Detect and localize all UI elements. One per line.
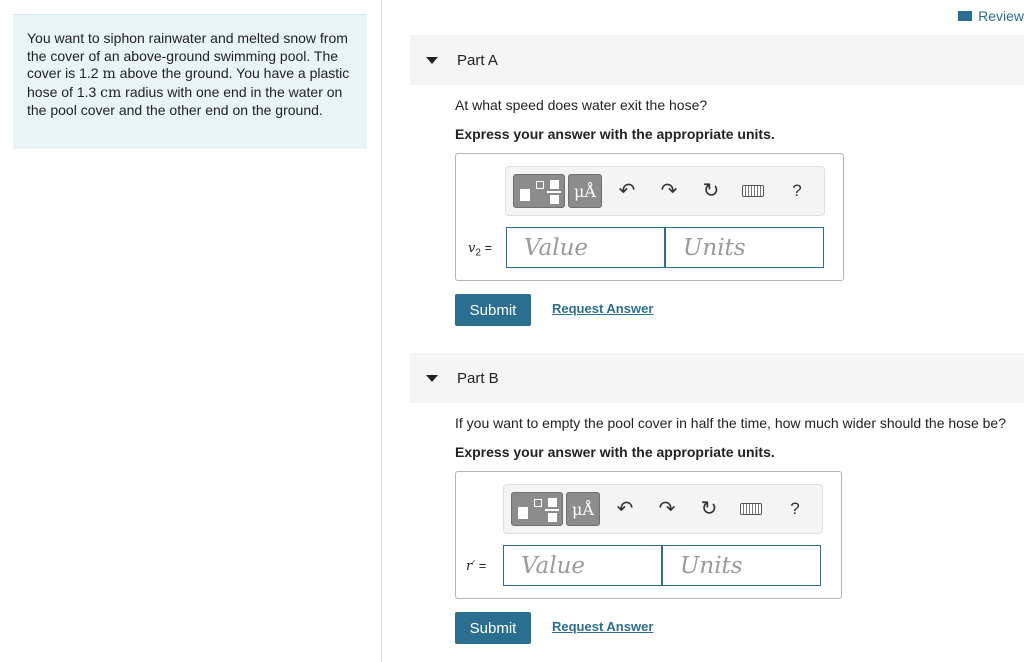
part-a-request-answer-link[interactable]: Request Answer (552, 301, 654, 316)
part-a-subscript: 2 (475, 247, 481, 259)
part-b-title: Part B (457, 369, 499, 387)
templates-icon[interactable] (513, 174, 565, 208)
units-icon[interactable]: μÅ (566, 492, 600, 526)
templates-icon[interactable] (511, 492, 563, 526)
undo-icon[interactable]: ↶ (618, 180, 636, 202)
review-link[interactable] (958, 6, 1024, 26)
part-a-answer-box (455, 153, 844, 281)
part-a-value-input[interactable]: Value (506, 227, 665, 268)
part-a-instruction: Express your answer with the appropriate units. (455, 126, 775, 142)
part-a-submit-button[interactable]: Submit (455, 294, 531, 326)
part-b-variable-label (466, 558, 486, 574)
reset-icon[interactable]: ↻ (700, 498, 718, 520)
part-b-toolbar (503, 484, 823, 534)
part-b-units-input[interactable]: Units (662, 545, 821, 586)
part-b-submit-button[interactable]: Submit (455, 612, 531, 644)
keyboard-icon[interactable] (740, 503, 762, 515)
problem-unit-cm: cm (100, 84, 122, 101)
part-a-units-input[interactable]: Units (665, 227, 824, 268)
book-icon (958, 11, 972, 21)
part-b-variable: r′ (466, 559, 476, 574)
part-b-instruction: Express your answer with the appropriate units. (455, 444, 775, 460)
undo-icon[interactable]: ↶ (616, 498, 634, 520)
problem-statement (13, 14, 367, 149)
part-a-equals: = (484, 240, 493, 255)
redo-icon[interactable]: ↷ (658, 498, 676, 520)
part-b-request-answer-link[interactable]: Request Answer (552, 619, 654, 634)
problem-unit-m: m (102, 66, 116, 82)
units-icon[interactable]: μÅ (568, 174, 602, 208)
help-icon[interactable]: ? (790, 499, 800, 518)
part-a-variable: v (468, 241, 476, 256)
reset-icon[interactable]: ↻ (702, 180, 720, 202)
part-b-answer-box (455, 471, 842, 599)
part-a-toolbar (505, 166, 825, 216)
collapse-triangle-icon[interactable] (426, 375, 438, 382)
part-a-title: Part A (457, 51, 498, 69)
part-a-header[interactable] (410, 35, 1024, 85)
part-b-question: If you want to empty the pool cover in half the time, how much wider should the hose be? (455, 415, 1006, 431)
part-a-variable-label (468, 240, 492, 259)
review-label: Review (978, 8, 1024, 24)
keyboard-icon[interactable] (742, 185, 764, 197)
part-b-equals: = (478, 558, 487, 573)
part-a-question: At what speed does water exit the hose? (455, 97, 708, 113)
problem-text-1: You want to siphon rainwater and melted snow from the cover of an above-ground swimming pool. The cover is 1.2 (27, 30, 348, 81)
help-icon[interactable]: ? (792, 181, 802, 200)
part-b-value-input[interactable]: Value (503, 545, 662, 586)
problem-text-2: above the ground. You have a plastic hose of 1.3 (27, 65, 350, 100)
collapse-triangle-icon[interactable] (426, 57, 438, 64)
problem-text-3: radius with one end in the water on the pool cover and the other end on the ground. (27, 83, 343, 118)
redo-icon[interactable]: ↷ (660, 180, 678, 202)
part-b-header[interactable] (410, 353, 1024, 403)
left-pane (0, 0, 382, 662)
